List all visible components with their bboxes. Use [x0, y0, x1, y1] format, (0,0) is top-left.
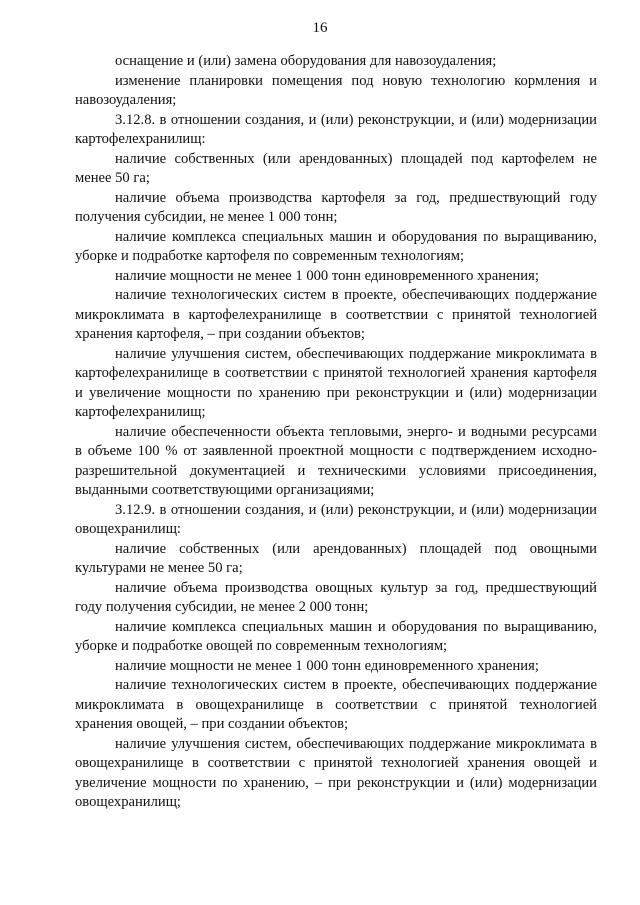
section-heading-3-12-8: 3.12.8. в отношении создания, и (или) реконструкции, и (или) модернизации картофелехранилищ: [75, 111, 597, 147]
paragraph: наличие технологических систем в проекте, обеспечивающих поддержание микроклимата в картофелехранилище в соответствии с принятой технологией хранения картофеля, – при создании объектов; [75, 287, 597, 342]
section-heading-3-12-9: 3.12.9. в отношении создания, и (или) реконструкции, и (или) модернизации овощехранилищ: [75, 501, 597, 537]
paragraph: наличие мощности не менее 1 000 тонн единовременного хранения; [115, 657, 539, 674]
paragraph: наличие комплекса специальных машин и оборудования по выращиванию, уборке и подработке овощей по современным технологиям; [75, 618, 597, 654]
paragraph: наличие улучшения систем, обеспечивающих поддержание микроклимата в картофелехранилище в соответствии с принятой технологией хранения картофеля и увеличение мощности по хранению при реконструкции и (или) модернизации картофелехранилищ; [75, 345, 597, 420]
paragraph: наличие собственных (или арендованных) площадей под овощными культурами не менее 50 га; [75, 540, 597, 576]
paragraph: наличие объема производства овощных культур за год, предшествующий году получения субсидии, не менее 2 000 тонн; [75, 579, 597, 615]
page-number: 16 [312, 20, 328, 36]
paragraph: наличие собственных (или арендованных) площадей под картофелем не менее 50 га; [75, 150, 597, 186]
paragraph: наличие объема производства картофеля за год, предшествующий году получения субсидии, не менее 1 000 тонн; [75, 189, 597, 225]
paragraph: наличие технологических систем в проекте, обеспечивающих поддержание микроклимата в овощехранилище в соответствии с принятой технологией хранения овощей, – при создании объектов; [75, 677, 597, 732]
paragraph: наличие обеспеченности объекта тепловыми, энерго- и водными ресурсами в объеме 100 % от заявленной проектной мощности с подтверждением исходно-разрешительной документацией и техническими условиями присоединения, выданными соответствующими организациями; [75, 423, 597, 498]
paragraph: наличие комплекса специальных машин и оборудования по выращиванию, уборке и подработке картофеля по современным технологиям; [75, 228, 597, 264]
paragraph: наличие улучшения систем, обеспечивающих поддержание микроклимата в овощехранилище в соответствии с принятой технологией хранения овощей и увеличение мощности по хранению, – при реконструкции и (или) модернизации овощехранилищ; [75, 735, 597, 810]
paragraph: изменение планировки помещения под новую технологию кормления и навозоудаления; [75, 72, 597, 108]
body-text [75, 52, 597, 813]
paragraph: наличие мощности не менее 1 000 тонн единовременного хранения; [115, 267, 539, 284]
paragraph: оснащение и (или) замена оборудования для навозоудаления; [115, 53, 497, 69]
